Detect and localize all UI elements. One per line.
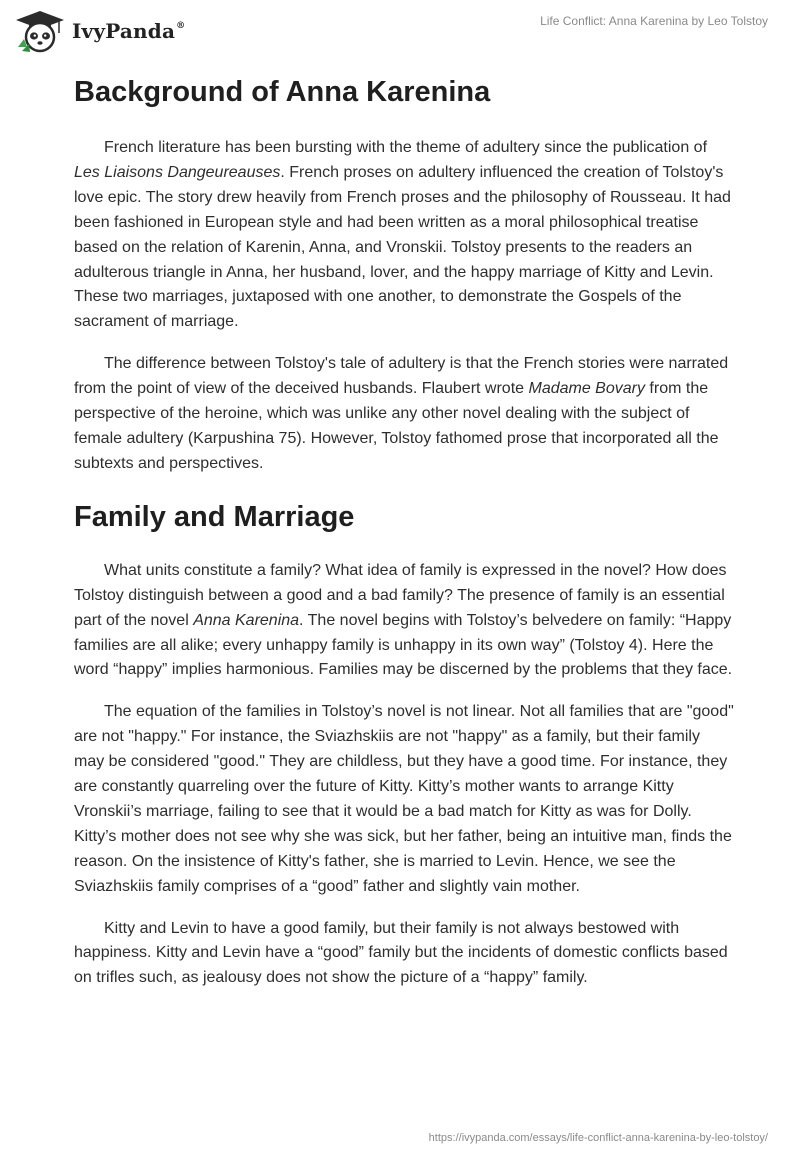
- document-title: Life Conflict: Anna Karenina by Leo Tolstoy: [540, 14, 768, 28]
- book-title-italic: Les Liaisons Dangeureauses: [74, 163, 281, 181]
- paragraph-text: French literature has been bursting with the theme of adultery since the publication of: [104, 139, 708, 156]
- ivypanda-logo[interactable]: [14, 9, 185, 53]
- book-title-italic: Anna Karenina: [193, 611, 300, 629]
- paragraph-text: The difference between Tolstoy's tale of adultery is that the French stories were narrated from the point of view of the deceived husbands. Flaubert wrote: [74, 355, 729, 398]
- paragraph-background-2: [74, 352, 734, 477]
- brand-name: [72, 19, 185, 43]
- paragraph-background-1: [74, 136, 734, 335]
- source-url[interactable]: https://ivypanda.com/essays/life-conflict-anna-karenina-by-leo-tolstoy/: [428, 1132, 768, 1144]
- paragraph-family-1: [74, 559, 734, 684]
- registered-mark: ®: [176, 21, 186, 31]
- paragraph-text: from the perspective of the heroine, which was unlike any other novel dealing with the subject of female adultery (Karpushina 75). However, Tolstoy fathomed prose that incorporated all the subtexts and perspectives.: [74, 380, 719, 472]
- essay-content: [74, 74, 734, 1008]
- paragraph-text: . French proses on adultery influenced the creation of Tolstoy's love epic. The story drew heavily from French proses and the philosophy of Rousseau. It had been fashioned in European style and had been written as a moral philosophical treatise based on the relation of Karenin, Anna, and Vronskii. Tolstoy presents to the readers an adulterous triangle in Anna, her husband, lover, and the happy marriage of Kitty and Levin. These two marriages, juxtaposed with one another, to demonstrate the Gospels of the sacrament of marriage.: [74, 163, 731, 331]
- paragraph-text: . The novel begins with Tolstoy’s belvedere on family: “Happy families are all alike; every unhappy family is unhappy in its own way” (Tolstoy 4). Here the word “happy” implies harmonious. Families may be discerned by the problems that they face.: [74, 611, 733, 679]
- section-heading-background: Background of Anna Karenina: [74, 76, 491, 108]
- paragraph-family-3: Kitty and Levin to have a good family, but their family is not always bestowed with happiness. Kitty and Levin have a “good” family but the incidents of domestic conflicts based on trifles such, as jealousy does not show the picture of a “happy” family.: [74, 919, 728, 987]
- brand-label: IvyPanda: [72, 19, 176, 43]
- book-title-italic: Madame Bovary: [528, 380, 645, 398]
- panda-graduate-icon: [14, 9, 66, 53]
- paragraph-family-2: The equation of the families in Tolstoy’s novel is not linear. Not all families that are "good" are not "happy." For instance, the Sviazhskiis are not "happy" as a family, but their family may be considered "good." They are childless, but they have a good time. For instance, they are constantly quarreling over the future of Kitty. Kitty’s mother wants to arrange Kitty Vronskii’s marriage, failing to see that it would be a bad match for Kitty as was for Dolly. Kitty’s mother does not see why she was sick, but her father, being an intuitive man, finds the reason. On the insistence of Kitty's father, she is married to Levin. Hence, we see the Sviazhskiis family comprises of a “good” father and slightly vain mother.: [74, 703, 734, 895]
- page-header: [0, 0, 800, 70]
- paragraph-text: What units constitute a family? What idea of family is expressed in the novel? How does Tolstoy distinguish between a good and a bad family? The presence of family is an essential part of the novel: [74, 561, 727, 629]
- section-heading-family: Family and Marriage: [74, 500, 355, 533]
